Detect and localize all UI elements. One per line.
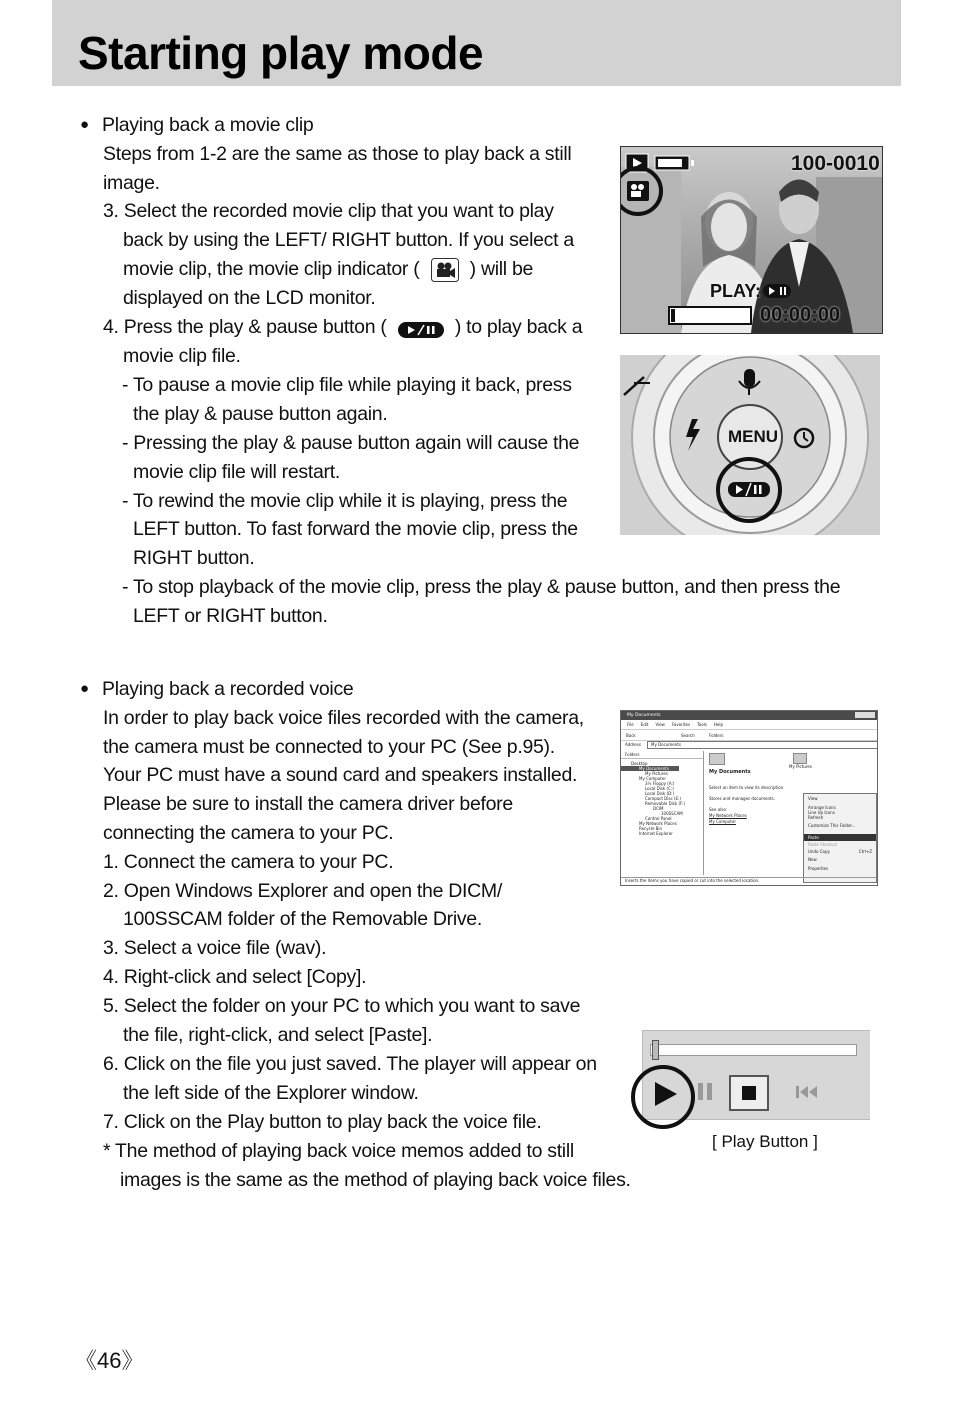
tree-item[interactable]: Recycle Bin: [639, 826, 663, 831]
section-heading-voice: ● Playing back a recorded voice: [102, 677, 353, 701]
context-menu: [803, 793, 877, 883]
folder-my-pictures[interactable]: [789, 753, 815, 769]
body-line: Steps from 1-2 are the same as those to play back a still: [103, 143, 572, 165]
body-line: In order to play back voice files recorded with the camera,: [103, 707, 584, 729]
folders-button[interactable]: Folders: [709, 733, 724, 738]
control-dial-image: [620, 355, 880, 535]
play-button-caption: [ Play Button ]: [712, 1132, 818, 1151]
tree-item[interactable]: 3½ Floppy (A:): [645, 781, 675, 786]
body-text: ) will be: [469, 258, 534, 280]
back-button[interactable]: Back: [626, 733, 636, 738]
search-button[interactable]: Search: [681, 733, 695, 738]
address-input[interactable]: My Documents: [647, 741, 878, 749]
tree-item[interactable]: 100SSCAM: [661, 811, 683, 816]
body-line: movie clip file.: [123, 345, 241, 367]
context-item-new[interactable]: New: [808, 857, 817, 862]
context-item-refresh[interactable]: Refresh: [808, 815, 824, 820]
context-item-customize[interactable]: Customize This Folder...: [808, 823, 856, 828]
body-line: displayed on the LCD monitor.: [123, 287, 376, 309]
address-label: Address: [625, 742, 641, 747]
pane-text: See also:: [709, 807, 728, 812]
play-icon: [655, 1082, 677, 1106]
pane-link[interactable]: My Computer: [709, 819, 736, 824]
context-item-lineup[interactable]: Line Up Icons: [808, 810, 835, 815]
pane-title: My Documents: [709, 769, 751, 775]
context-item-view[interactable]: View: [808, 796, 818, 801]
menu-button-label: MENU: [728, 427, 779, 446]
body-line-with-icon: [103, 315, 582, 339]
tree-item[interactable]: Control Panel: [645, 816, 672, 821]
task-pane: [705, 751, 785, 875]
menu-file[interactable]: File: [627, 722, 634, 727]
context-item-undo-label: Undo Copy: [808, 849, 830, 854]
body-line: 7. Click on the Play button to play back the voice file.: [103, 1111, 542, 1133]
body-line: 4. Right-click and select [Copy].: [103, 966, 367, 988]
folder-tree: [621, 751, 704, 875]
play-pause-icon: [398, 320, 444, 336]
status-bar: Inserts the items you have copied or cut into the selected location.: [621, 877, 877, 885]
menu-tools[interactable]: Tools: [697, 722, 707, 727]
body-line: back by using the LEFT/ RIGHT button. If you select a: [123, 229, 574, 251]
tree-item[interactable]: Local Disk (D:): [645, 791, 675, 796]
body-line: 1. Connect the camera to your PC.: [103, 851, 394, 873]
folder-label: My Pictures: [789, 764, 812, 769]
body-line-with-icon: [123, 257, 533, 282]
tree-header: Folders: [621, 751, 703, 759]
body-line: Your PC must have a sound card and speakers installed.: [103, 764, 578, 786]
pane-link[interactable]: My Network Places: [709, 813, 747, 818]
explorer-title: My Documents: [627, 713, 661, 718]
explorer-menu-bar: [627, 722, 723, 727]
tree-item[interactable]: Desktop: [631, 761, 648, 766]
body-line: 6. Click on the file you just saved. The player will appear on: [103, 1053, 597, 1075]
body-line: the camera must be connected to your PC (See p.95).: [103, 736, 555, 758]
body-line: LEFT button. To fast forward the movie clip, press the: [133, 518, 578, 540]
file-number: 100-0010: [791, 152, 880, 175]
tree-item[interactable]: Internet Explorer: [639, 831, 673, 836]
tree-item[interactable]: DCIM: [653, 806, 664, 811]
body-line: the left side of the Explorer window.: [123, 1082, 419, 1104]
body-line: 2. Open Windows Explorer and open the DICM/: [103, 880, 502, 902]
folder-icon: [793, 753, 807, 764]
body-text: ) to play back a: [454, 316, 583, 338]
menu-favorites[interactable]: Favorites: [671, 722, 691, 727]
tree-item[interactable]: My Network Places: [639, 821, 677, 826]
pause-icon: [698, 1083, 703, 1100]
body-line: 100SSCAM folder of the Removable Drive.: [123, 908, 482, 930]
body-line: RIGHT button.: [133, 547, 255, 569]
body-line: 3. Select the recorded movie clip that you want to play: [103, 200, 554, 222]
tree-item[interactable]: Local Disk (C:): [645, 786, 674, 791]
body-line: 3. Select a voice file (wav).: [103, 937, 327, 959]
menu-view[interactable]: View: [655, 722, 665, 727]
rewind-icon: [796, 1086, 799, 1098]
body-line: - To stop playback of the movie clip, press the play & pause button, and then press the: [122, 576, 841, 598]
body-line: - To rewind the movie clip while it is playing, press the: [122, 490, 568, 512]
explorer-title-bar: [621, 711, 877, 720]
body-line: the file, right-click, and select [Paste].: [123, 1024, 433, 1046]
body-line: Please be sure to install the camera driver before: [103, 793, 513, 815]
address-bar: [621, 740, 877, 749]
body-line: connecting the camera to your PC.: [103, 822, 394, 844]
context-item-paste-shortcut[interactable]: Paste Shortcut: [808, 842, 838, 847]
page-title: Starting play mode: [78, 27, 484, 79]
media-player-image: [630, 1030, 870, 1130]
tree-item[interactable]: Removable Disk (F:): [645, 801, 685, 806]
menu-help[interactable]: Help: [713, 722, 724, 727]
menu-edit[interactable]: Edit: [640, 722, 649, 727]
movie-clip-icon: [431, 258, 459, 282]
body-text: 4. Press the play & pause button (: [103, 316, 387, 338]
body-line: movie clip file will restart.: [133, 461, 340, 483]
body-line: 5. Select the folder on your PC to which you want to save: [103, 995, 581, 1017]
lcd-screen-image: [620, 146, 883, 334]
body-line: - Pressing the play & pause button again will cause the: [122, 432, 580, 454]
tree-item[interactable]: My Pictures: [645, 771, 668, 776]
section-heading-movie: ● Playing back a movie clip: [102, 113, 313, 137]
body-line: LEFT or RIGHT button.: [133, 605, 328, 627]
player-controls: [630, 1030, 870, 1130]
pane-text: Stores and manages documents.: [709, 796, 775, 801]
context-item-paste[interactable]: Paste: [804, 834, 876, 841]
body-line: images is the same as the method of playing back voice files.: [120, 1169, 631, 1191]
context-item-arrange[interactable]: Arrange Icons: [808, 805, 836, 810]
tree-item[interactable]: My Computer: [639, 776, 666, 781]
body-line: - To pause a movie clip file while playing it back, press: [122, 374, 572, 396]
explorer-window: [620, 710, 878, 886]
body-line: image.: [103, 172, 160, 194]
pane-text: Select an item to view its description.: [709, 785, 785, 790]
context-item-properties[interactable]: Properties: [808, 866, 829, 871]
tree-item[interactable]: My Documents: [621, 766, 679, 771]
context-item-undo[interactable]: [804, 848, 876, 855]
folder-big-icon: [709, 753, 725, 765]
context-item-undo-shortcut: Ctrl+Z: [858, 849, 872, 854]
play-label: PLAY:: [710, 281, 762, 301]
body-text: movie clip, the movie clip indicator (: [123, 258, 420, 280]
window-controls[interactable]: [855, 712, 875, 718]
play-time: 00:00:00: [760, 304, 841, 326]
body-line: * The method of playing back voice memos added to still: [103, 1140, 574, 1162]
tree-item[interactable]: Compact Disc (E:): [645, 796, 681, 801]
page-number: 《46》: [75, 1348, 144, 1373]
body-line: the play & pause button again.: [133, 403, 388, 425]
